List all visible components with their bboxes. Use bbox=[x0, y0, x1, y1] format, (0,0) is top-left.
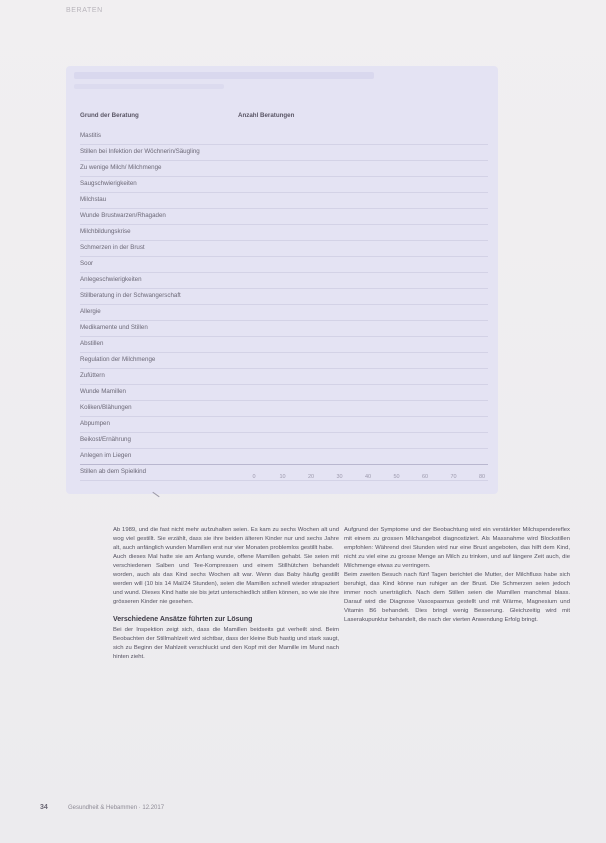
paragraph: Bei der Inspektion zeigt sich, dass die Mamillen beidseits gut verheilt sind. Beim Beobachten der Stillmahlzeit wird sichtbar, dass der kleine Bub hastig und stark saugt, sich zu Beginn der Mahlzeit verschluckt und den Kopf mit der Mamille im Mund nach hinten zieht. bbox=[113, 627, 339, 660]
x-axis-tick-label: 30 bbox=[336, 474, 343, 480]
x-axis-tick-label: 10 bbox=[279, 474, 286, 480]
figure-row bbox=[80, 128, 488, 145]
figure-row-label: Stillen bei Infektion der Wöchnerin/Säugling bbox=[80, 148, 200, 155]
figure-panel bbox=[66, 66, 498, 494]
paragraph: Auch dieses Mal hatte sie am Anfang wunde, offene Mamillen gehabt. Sie seien mit verschiedenen Salben und Tee-Kompressen und einem Stillhütchen behandelt worden, auch als das Kind sechs Wochen alt war. Wenn das Baby häufig gestillt werden will (10 bis 14 Mal/24 Stunden), seien die Mamillen schnell wieder strapaziert und wund. Dieses Kind hatte sie bis jetzt unterschiedlich stillen können, so wie sie ihre grösseren Kinder nie gesehen. bbox=[113, 554, 339, 605]
figure-row-label: Soor bbox=[80, 260, 94, 267]
figure-row bbox=[80, 432, 488, 449]
figure-row-label: Anlegeschwierigkeiten bbox=[80, 276, 142, 283]
figure-row bbox=[80, 160, 488, 177]
faded-figure-title bbox=[74, 72, 374, 79]
figure-row bbox=[80, 272, 488, 289]
x-axis-tick-label: 40 bbox=[364, 474, 372, 480]
figure-row bbox=[80, 448, 488, 465]
figure-row bbox=[80, 208, 488, 225]
page-number: 34 bbox=[40, 804, 48, 811]
x-axis-tick-label: 80 bbox=[478, 474, 486, 480]
figure-row-label: Wunde Brustwarzen/Rhagaden bbox=[80, 212, 166, 219]
x-axis-tick-label: 60 bbox=[421, 474, 429, 480]
article-column-left bbox=[113, 526, 339, 662]
figure-row bbox=[80, 144, 488, 161]
figure-row-label: Milchstau bbox=[80, 196, 107, 203]
figure-row-label: Stillberatung in der Schwangerschaft bbox=[80, 292, 181, 299]
article-column-right bbox=[344, 526, 570, 625]
paragraph: Beim zweiten Besuch nach fünf Tagen berichtet die Mutter, der Milchfluss habe sich beruhigt, das Kind könne nun ruhiger an der Brust. Die Schmerzen seien jedoch immer noch unerträglich. Nach dem Stillen seien die Mamillen manchmal blass. Darauf wird die Diagnose Vasospasmus gestellt und mit Wärme, Magnesium und Vitamin B6 behandelt. Dies bringt wenig Besserung. Gleichzeitig wird mit Laserakupunktur behandelt, die nach der vierten Anwendung Erfolg bringt. bbox=[344, 572, 570, 623]
figure-row bbox=[80, 176, 488, 193]
figure-row-label: Anlegen im Liegen bbox=[80, 452, 132, 459]
figure-row-label: Allergie bbox=[80, 308, 101, 315]
figure-row bbox=[80, 256, 488, 273]
paragraph: Ab 1989, und die fast nicht mehr aufzuhalten seien. Es kam zu sechs Wochen alt und wog viel gestillt. Sie erzählt, dass sie ihre beiden älteren Kinder nur und sechs Jahre alt, auch anfänglich wunden Mamillen erst nur vier Monaten problemlos gestillt habe. bbox=[113, 527, 339, 551]
figure-row bbox=[80, 368, 488, 385]
x-axis-tick-label: 20 bbox=[307, 474, 315, 480]
x-axis-line bbox=[80, 464, 488, 465]
figure-row bbox=[80, 384, 488, 401]
x-axis-tick-label: 50 bbox=[393, 474, 400, 480]
x-axis-tick-label: 70 bbox=[450, 474, 457, 480]
figure-row-label: Zu wenige Milch/ Milchmenge bbox=[80, 164, 162, 171]
figure-row-label: Wunde Mamillen bbox=[80, 388, 126, 395]
figure-row-label: Stillen ab dem Spielkind bbox=[80, 468, 147, 475]
figure-row-label: Medikamente und Stillen bbox=[80, 324, 148, 331]
figure-row-label: Abpumpen bbox=[80, 420, 110, 427]
figure-row bbox=[80, 320, 488, 337]
figure-row-label: Abstillen bbox=[80, 340, 104, 347]
figure-row bbox=[80, 352, 488, 369]
figure-row bbox=[80, 288, 488, 305]
x-axis-tick-label: 0 bbox=[252, 474, 256, 480]
figure-row bbox=[80, 240, 488, 257]
figure-row-label: Mastitis bbox=[80, 132, 101, 139]
figure-row bbox=[80, 304, 488, 321]
section-header: BERATEN bbox=[66, 7, 103, 14]
figure-row bbox=[80, 336, 488, 353]
figure-row-label: Schmerzen in der Brust bbox=[80, 244, 145, 251]
figure-row-label: Zufüttern bbox=[80, 372, 105, 379]
footer-text: Gesundheit & Hebammen · 12.2017 bbox=[68, 805, 165, 811]
column-header-reason: Grund der Beratung bbox=[80, 112, 139, 119]
section-heading: Verschiedene Ansätze führten zur Lösung bbox=[113, 616, 253, 623]
paragraph: Aufgrund der Symptome und der Beobachtung wird ein verstärkter Milchspendereflex mit einem zu grossen Milchangebot diagnostiziert. Als Massnahme wird Blockstillen empfohlen: Während drei Stunden wird nur eine Brust angeboten, das hilft dem Kind, nicht zu viel eine zu grosse Menge an Milch zu trinken, und auf längere Zeit auch, die Milchmenge etwas zu verringern. bbox=[344, 527, 570, 569]
column-header-count: Anzahl Beratungen bbox=[238, 112, 295, 119]
figure-row bbox=[80, 400, 488, 417]
figure-row-label: Koliken/Blähungen bbox=[80, 404, 132, 411]
figure-row bbox=[80, 224, 488, 241]
figure-row-label: Regulation der Milchmenge bbox=[80, 356, 156, 363]
figure-row bbox=[80, 192, 488, 209]
figure-row-label: Beikost/Ernährung bbox=[80, 436, 131, 443]
faded-figure-subtitle bbox=[74, 84, 224, 89]
page-footer bbox=[40, 804, 560, 816]
figure-row-label: Milchbildungskrise bbox=[80, 228, 131, 235]
figure-row bbox=[80, 416, 488, 433]
figure-row-label: Saugschwierigkeiten bbox=[80, 180, 137, 187]
